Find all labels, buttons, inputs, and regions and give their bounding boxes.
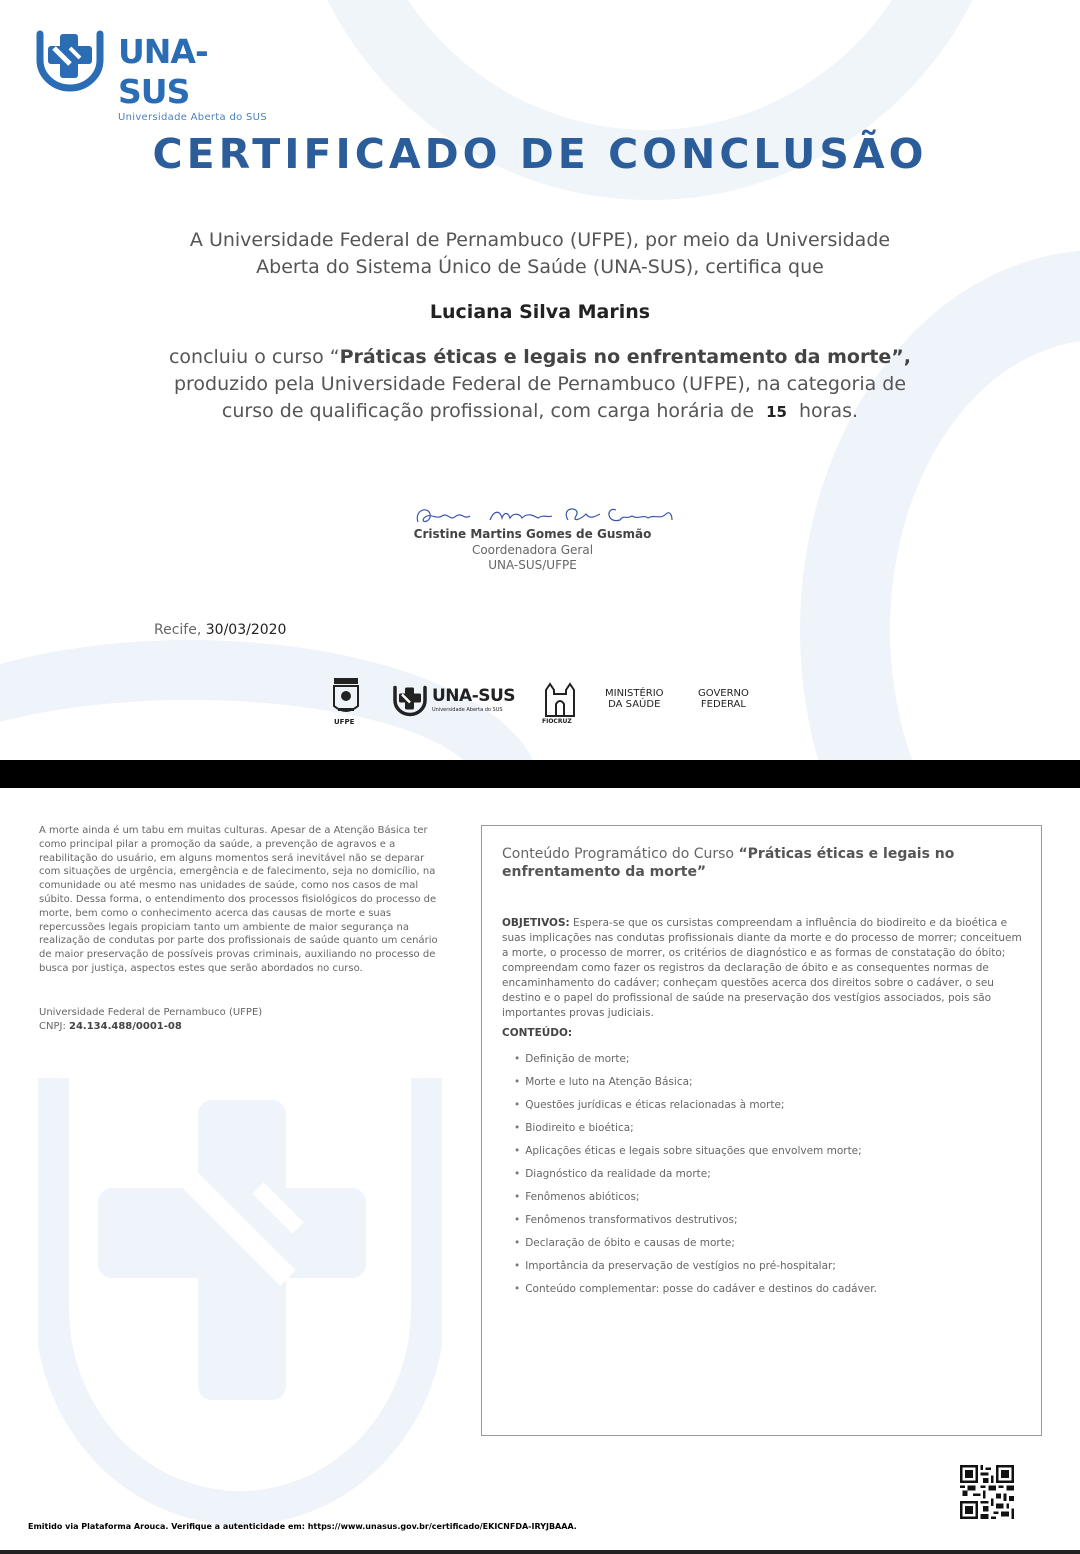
fiocruz-label: FIOCRUZ [542,718,572,725]
program-title [502,845,1002,881]
ministerio-line1: MINISTÉRIO [605,688,664,699]
course-description: A morte ainda é um tabu em muitas culturas. Apesar de a Atenção Básica ter como principal pilar a promoção da saúde, a prevenção de agravos e a reabilitação do usuário, em alguns momentos será inevitável não se deparar com situações de urgência, emergência e de falecimento, seja no domicílio, na comunidade ou até mesmo nas unidades de saúde, como nos casos de mal súbito. Dessa forma, o entendimento dos processos fisiológicos do processo de morte, bem como o conhecimento acerca das causas de morte e suas repercussões legais propiciam tanto um ambiente de maior segurança na realização de condutas por parte dos profissionais de saúde quanto um cenário de maior preservação de possíveis provas criminais, auxiliando no processo de busca por justiça, aspectos estes que serão abordados no curso. [39,825,438,974]
certificate-title: CERTIFICADO DE CONCLUSÃO [152,130,928,178]
cnpj-value: 24.134.488/0001-08 [69,1020,182,1032]
signer-role [0,543,1065,573]
course-statement [150,344,930,426]
institution-name: Universidade Federal de Pernambuco (UFPE) [39,1007,263,1018]
place-date [154,622,286,638]
objetivos-label: OBJETIVOS: [502,917,570,929]
ministerio-logo [605,688,664,710]
list-item: • Questões jurídicas e éticas relacionadas à morte; [514,1094,877,1117]
logo-subtitle: Universidade Aberta do SUS [118,112,267,123]
governo-line2: FEDERAL [700,699,746,710]
conteudo-label: CONTEÚDO: [502,1027,573,1039]
partner-unasus-brand: UNA-SUS [432,686,516,706]
course-prefix: concluiu o curso “ [168,346,340,368]
signer-title: Coordenadora Geral [471,543,594,557]
list-item: • Definição de morte; [514,1048,877,1071]
signer-name: Cristine Martins Gomes de Gusmão [413,527,652,541]
governo-line1: GOVERNO [698,688,749,699]
unasus-logo [34,30,274,123]
list-item: • Biodireito e bioética; [514,1117,877,1140]
cnpj-line [39,1020,262,1034]
certificate-back [0,788,1080,1554]
fiocruz-castle-icon [542,678,578,718]
verification-footer: Emitido via Plataforma Arouca. Verifique a autenticidade em: https://www.unasus.gov.br/certificado/EKICNFDA-IRYJBAAA. [28,1522,577,1531]
list-item: • Diagnóstico da realidade da morte; [514,1163,877,1186]
unasus-emblem-icon [34,30,106,92]
bottom-border [0,1550,1080,1554]
background-arc [800,250,1080,760]
partner-logos [330,676,770,732]
list-item: • Conteúdo complementar: posse do cadáver e destinos do cadáver. [514,1278,877,1301]
logo-brand: UNA-SUS [118,32,208,111]
cnpj-label: CNPJ: [39,1020,66,1032]
objetivos [502,916,1022,1021]
list-item: • Importância da preservação de vestígios no pré-hospitalar; [514,1255,877,1278]
list-item: • Morte e luto na Atenção Básica; [514,1071,877,1094]
watermark-emblem-icon [38,1078,442,1554]
partner-unasus-sub: Universidade Aberta do SUS [432,707,503,713]
institution-info [39,1006,262,1033]
page-divider [0,760,1080,788]
governo-logo [698,688,749,710]
signer-org: UNA-SUS/UFPE [488,558,577,572]
course-hours: 15 [766,403,787,421]
list-item: • Aplicações éticas e legais sobre situações que envolvem morte; [514,1140,877,1163]
program-title-course: “Práticas éticas e legais no enfrentamento da morte” [502,846,955,880]
list-item: • Declaração de óbito e causas de morte; [514,1232,877,1255]
partner-unasus-logo [392,684,522,720]
ministerio-line2: DA SAÚDE [608,699,661,710]
issue-date: 30/03/2020 [205,622,287,638]
list-item: • Fenômenos transformativos destrutivos; [514,1209,877,1232]
topic-list [514,1048,877,1301]
list-item: • Fenômenos abióticos; [514,1186,877,1209]
program-title-prefix: Conteúdo Programático do Curso [502,846,739,862]
course-name: Práticas éticas e legais no enfrentamento da morte”, [339,346,912,368]
program-box [481,825,1042,1436]
fiocruz-logo [542,678,578,728]
ufpe-crest-icon [330,676,362,720]
course-suffix: produzido pela Universidade Federal de Pernambuco (UFPE), na categoria de curso de qualificação profissional, com carga horária de [173,373,907,422]
recipient-name: Luciana Silva Marins [429,301,651,323]
certificate-front [0,0,1080,760]
objetivos-text: Espera-se que os cursistas compreendam a influência do biodireito e da bioética e suas implicações nas condutas profissionais diante da morte e do processo de morrer; conceituem a morte, o processo de morrer, os critérios de diagnóstico e as formas de constatação do óbito; compreendam como fazer os registros da declaração de óbito e as consequentes normas de encaminhamento do cadáver; conheçam questões acerca dos direitos sobre o cadáver, o seu destino e o papel do profissional de saúde na preservação dos vestígios associados, pois são importantes provas judiciais. [502,917,1022,1019]
ufpe-label: UFPE [334,718,355,726]
qr-code-icon[interactable] [960,1465,1014,1519]
unasus-emblem-icon [392,684,428,718]
ufpe-logo [330,676,362,730]
intro-text: A Universidade Federal de Pernambuco (UFPE), por meio da Universidade Aberta do Sistema Único de Saúde (UNA-SUS), certifica que [189,229,891,278]
hours-unit: horas. [799,400,859,422]
place: Recife, [154,622,202,638]
